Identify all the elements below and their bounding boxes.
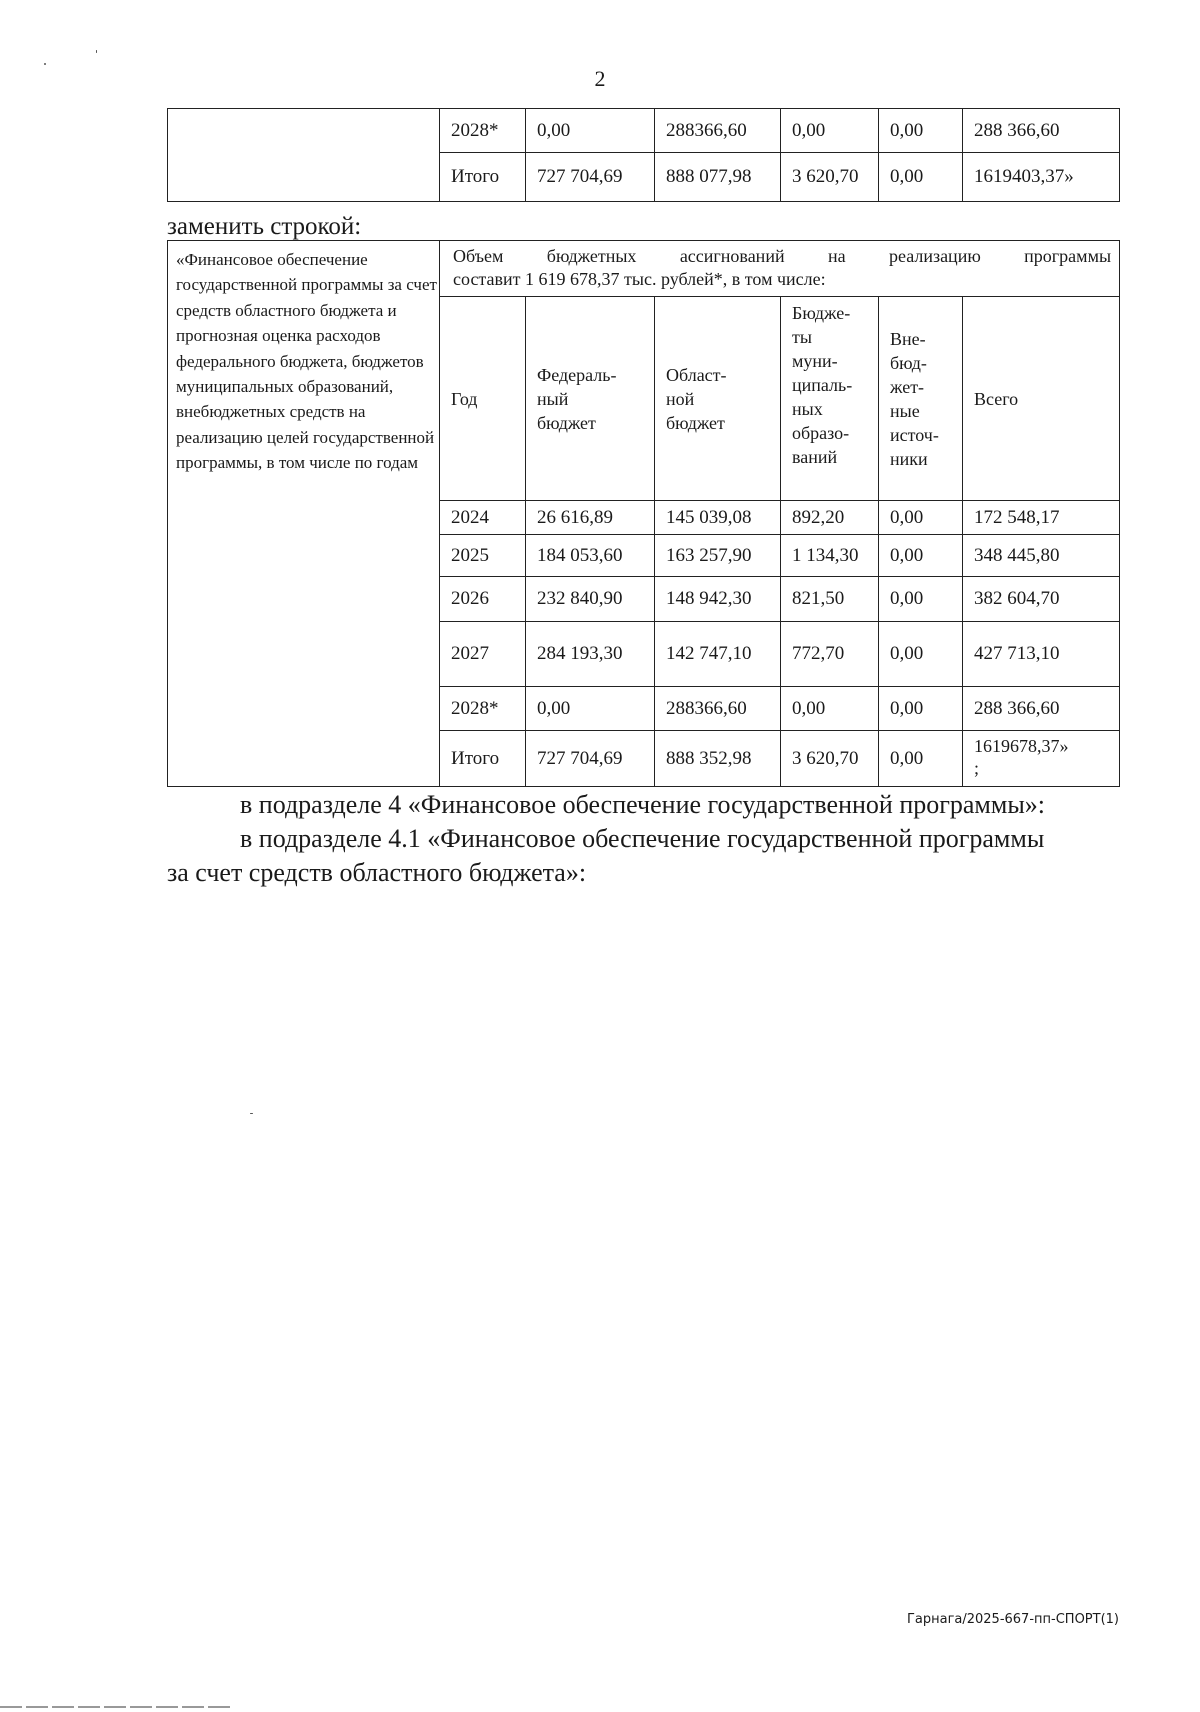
header-extra-budget: Вне- бюд- жет- ные источ- ники [879, 297, 963, 501]
empty-label-cell [168, 109, 440, 202]
total-cell: 427 713,10 [963, 622, 1120, 687]
extra-budget-cell: 0,00 [879, 109, 963, 153]
year-cell: 2027 [440, 622, 526, 687]
regional-cell: 148 942,30 [655, 577, 781, 622]
table-row [168, 109, 1120, 153]
program-funding-label: «Финансовое обеспечение государственной программы за счет средств областного бюджета и прогнозная оценка расходов федерального бюджета, бюджетов муниципальных образований, внебюджетных средств на реализацию целей государственной программы, в том числе по годам [168, 241, 440, 787]
header-regional: Област- ной бюджет [655, 297, 781, 501]
header-year: Год [440, 297, 526, 501]
extra-budget-cell: 0,00 [879, 501, 963, 535]
year-cell: Итого [440, 153, 526, 202]
municipal-cell: 0,00 [781, 687, 879, 731]
scan-edge-line [0, 1706, 230, 1708]
year-cell: Итого [440, 731, 526, 787]
document-id: Гарнага/2025-667-пп-СПОРТ(1) [906, 1612, 1119, 1627]
scan-speck [96, 50, 97, 53]
header-federal: Федераль- ный бюджет [526, 297, 655, 501]
municipal-cell: 0,00 [781, 109, 879, 153]
year-cell: 2028* [440, 109, 526, 153]
extra-budget-cell: 0,00 [879, 687, 963, 731]
year-cell: 2026 [440, 577, 526, 622]
year-cell: 2024 [440, 501, 526, 535]
extra-budget-cell: 0,00 [879, 577, 963, 622]
regional-cell: 163 257,90 [655, 535, 781, 577]
total-cell: 348 445,80 [963, 535, 1120, 577]
scan-speck [44, 63, 46, 65]
federal-cell: 232 840,90 [526, 577, 655, 622]
regional-cell: 288366,60 [655, 687, 781, 731]
paragraph-subsection-4-1: в подразделе 4.1 «Финансовое обеспечение государственной программы [240, 824, 1045, 853]
regional-cell: 888 352,98 [655, 731, 781, 787]
federal-cell: 727 704,69 [526, 731, 655, 787]
regional-cell: 288366,60 [655, 109, 781, 153]
allocation-volume-line-1: Объем бюджетных ассигнований на реализацию программы [453, 246, 1112, 266]
header-municipal: Бюдже- ты муни- ципаль- ных образо- ваний [781, 297, 879, 501]
municipal-cell: 772,70 [781, 622, 879, 687]
regional-cell: 888 077,98 [655, 153, 781, 202]
year-cell: 2028* [440, 687, 526, 731]
total-cell: 1619403,37» [963, 153, 1120, 202]
replace-caption: заменить строкой: [167, 213, 362, 240]
federal-cell: 284 193,30 [526, 622, 655, 687]
extra-budget-cell: 0,00 [879, 731, 963, 787]
extra-budget-cell: 0,00 [879, 622, 963, 687]
extra-budget-cell: 0,00 [879, 535, 963, 577]
municipal-cell: 821,50 [781, 577, 879, 622]
federal-cell: 0,00 [526, 687, 655, 731]
federal-cell: 0,00 [526, 109, 655, 153]
paragraph-subsection-4-1-cont: за счет средств областного бюджета»: [167, 858, 587, 887]
scan-speck [250, 1113, 253, 1114]
table-row [168, 241, 1120, 297]
regional-cell: 145 039,08 [655, 501, 781, 535]
regional-cell: 142 747,10 [655, 622, 781, 687]
total-cell: 288 366,60 [963, 109, 1120, 153]
allocation-volume-text [440, 241, 1120, 297]
total-cell: 172 548,17 [963, 501, 1120, 535]
total-cell: 288 366,60 [963, 687, 1120, 731]
municipal-cell: 892,20 [781, 501, 879, 535]
extra-budget-cell: 0,00 [879, 153, 963, 202]
federal-cell: 184 053,60 [526, 535, 655, 577]
new-funding-table [167, 240, 1120, 787]
old-funding-table [167, 108, 1120, 202]
federal-cell: 26 616,89 [526, 501, 655, 535]
municipal-cell: 3 620,70 [781, 153, 879, 202]
municipal-cell: 3 620,70 [781, 731, 879, 787]
paragraph-subsection-4: в подразделе 4 «Финансовое обеспечение государственной программы»: [240, 790, 1046, 819]
total-cell: 382 604,70 [963, 577, 1120, 622]
year-cell: 2025 [440, 535, 526, 577]
municipal-cell: 1 134,30 [781, 535, 879, 577]
allocation-volume-line-2: составит 1 619 678,37 тыс. рублей*, в том числе: [453, 269, 826, 289]
header-total: Всего [963, 297, 1120, 501]
federal-cell: 727 704,69 [526, 153, 655, 202]
total-cell: 1619678,37» ; [963, 731, 1120, 787]
page-number: 2 [594, 66, 606, 91]
